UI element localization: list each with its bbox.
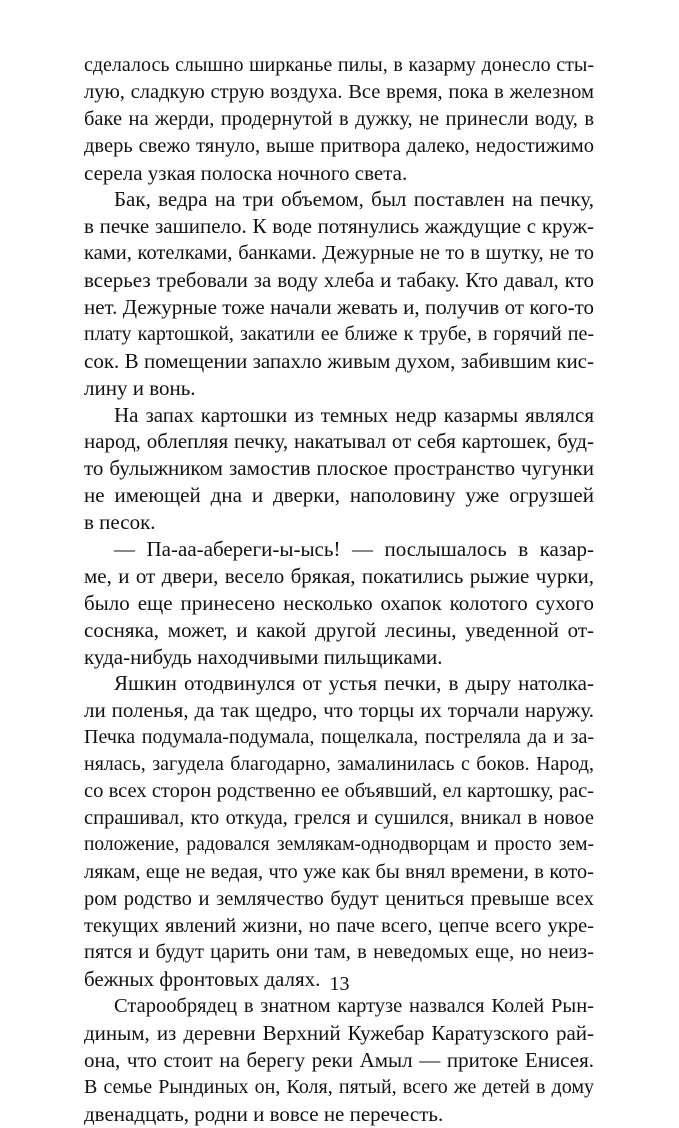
paragraph: [84, 186, 594, 401]
text-line: в печке зашипело. К воде потянулись жаждущие с круж-: [84, 214, 594, 239]
text-line: положение, радовался землякам-однодворцам и просто зем-: [84, 833, 594, 855]
text-line: Бак, ведра на три объемом, был поставлен на печку,: [114, 187, 594, 212]
text-line: На запах картошки из темных недр казармы являлся: [114, 402, 594, 427]
text-line: — Па-аа-абереги-ы-ысь! — послышалось в казар-: [114, 537, 594, 562]
text-line: ками, котелками, банками. Дежурные не то в шутку, не то: [84, 242, 594, 265]
text-line: двенадцать, родни и вовсе не перечесть.: [84, 1101, 444, 1126]
text-line: текущих явлений жизни, но паче всего, цепче всего укре-: [84, 914, 594, 937]
text-line: В семье Рындиных он, Коля, пятый, всего же детей в дому: [84, 1075, 594, 1098]
text-line: сок. В помещении запахло живым духом, забившим кис-: [84, 348, 594, 373]
text-line: пятся и будут царить они там, в неведомых еще, но неиз-: [84, 941, 594, 964]
text-line: со всех сторон родственно ее объявший, ел картошку, рас-: [84, 780, 594, 803]
text-line: бежных фронтовых далях.: [84, 967, 321, 992]
text-line: нет. Дежурные тоже начали жевать и, получив от кого-то: [84, 295, 594, 320]
text-line: плату картошкой, закатили ее ближе к трубе, в горячий пе-: [84, 322, 594, 345]
text-line: ром родство и землячество будут цениться превыше всех: [84, 887, 594, 910]
text-line: ли поленья, да так щедро, что торцы их торчали наружу.: [84, 698, 594, 723]
text-line: лину и вонь.: [84, 375, 196, 400]
page-number: 13: [329, 973, 350, 995]
text-line: было еще принесено несколько охапок колотого сухого: [84, 590, 594, 615]
body-text: [84, 52, 594, 1128]
text-line: она, что стоит на берегу реки Амыл — притоке Енисея.: [84, 1047, 594, 1072]
text-line: всерьез требовали за воду хлеба и табаку. Кто давал, кто: [84, 268, 594, 293]
text-line: не имеющей дна и дверки, наполовину уже огрузшей: [84, 483, 594, 508]
text-line: Старообрядец в знатном картузе назвался Колей Рын-: [114, 995, 594, 1018]
paragraph: [84, 52, 594, 186]
text-line: куда-нибудь находчивыми пильщиками.: [84, 644, 443, 669]
text-line: то булыжником замостив плоское пространство чугунки: [84, 456, 594, 481]
text-line: серела узкая полоска ночного света.: [84, 160, 408, 185]
text-line: сосняка, может, и какой другой лесины, уведенной от-: [84, 617, 594, 642]
text-line: лую, сладкую струю воздуха. Все время, пока в железном: [84, 80, 594, 103]
paragraph: [84, 402, 594, 536]
paragraph: [84, 670, 594, 993]
text-line: дверь свежо тянуло, выше притвора далеко, недостижимо: [84, 134, 594, 157]
text-line: баке на жерди, продернутой в дужку, не принесли воду, в: [84, 107, 594, 130]
paragraph: [84, 993, 594, 1127]
text-line: в песок.: [84, 510, 156, 535]
text-line: спрашивал, кто откуда, грелся и сушился, вникал в новое: [84, 806, 594, 829]
text-line: лякам, еще не ведая, что уже как бы внял времени, в кото-: [84, 860, 594, 883]
paragraph: [84, 536, 594, 670]
text-line: сделалось слышно ширканье пилы, в казарму донесло сты-: [84, 54, 594, 76]
text-line: Яшкин отодвинулся от устья печки, в дыру натолка-: [114, 671, 594, 696]
text-line: диным, из деревни Верхний Кужебар Каратузского рай-: [84, 1021, 594, 1046]
text-line: ме, и от двери, весело брякая, покатились рыжие чурки,: [84, 563, 594, 588]
text-line: народ, облепляя печку, накатывал от себя картошек, буд-: [84, 429, 594, 454]
text-line: Печка подумала-подумала, пощелкала, постреляла да и за-: [84, 726, 594, 749]
text-line: нялась, загудела благодарно, замалинилась с боков. Народ,: [84, 753, 594, 776]
